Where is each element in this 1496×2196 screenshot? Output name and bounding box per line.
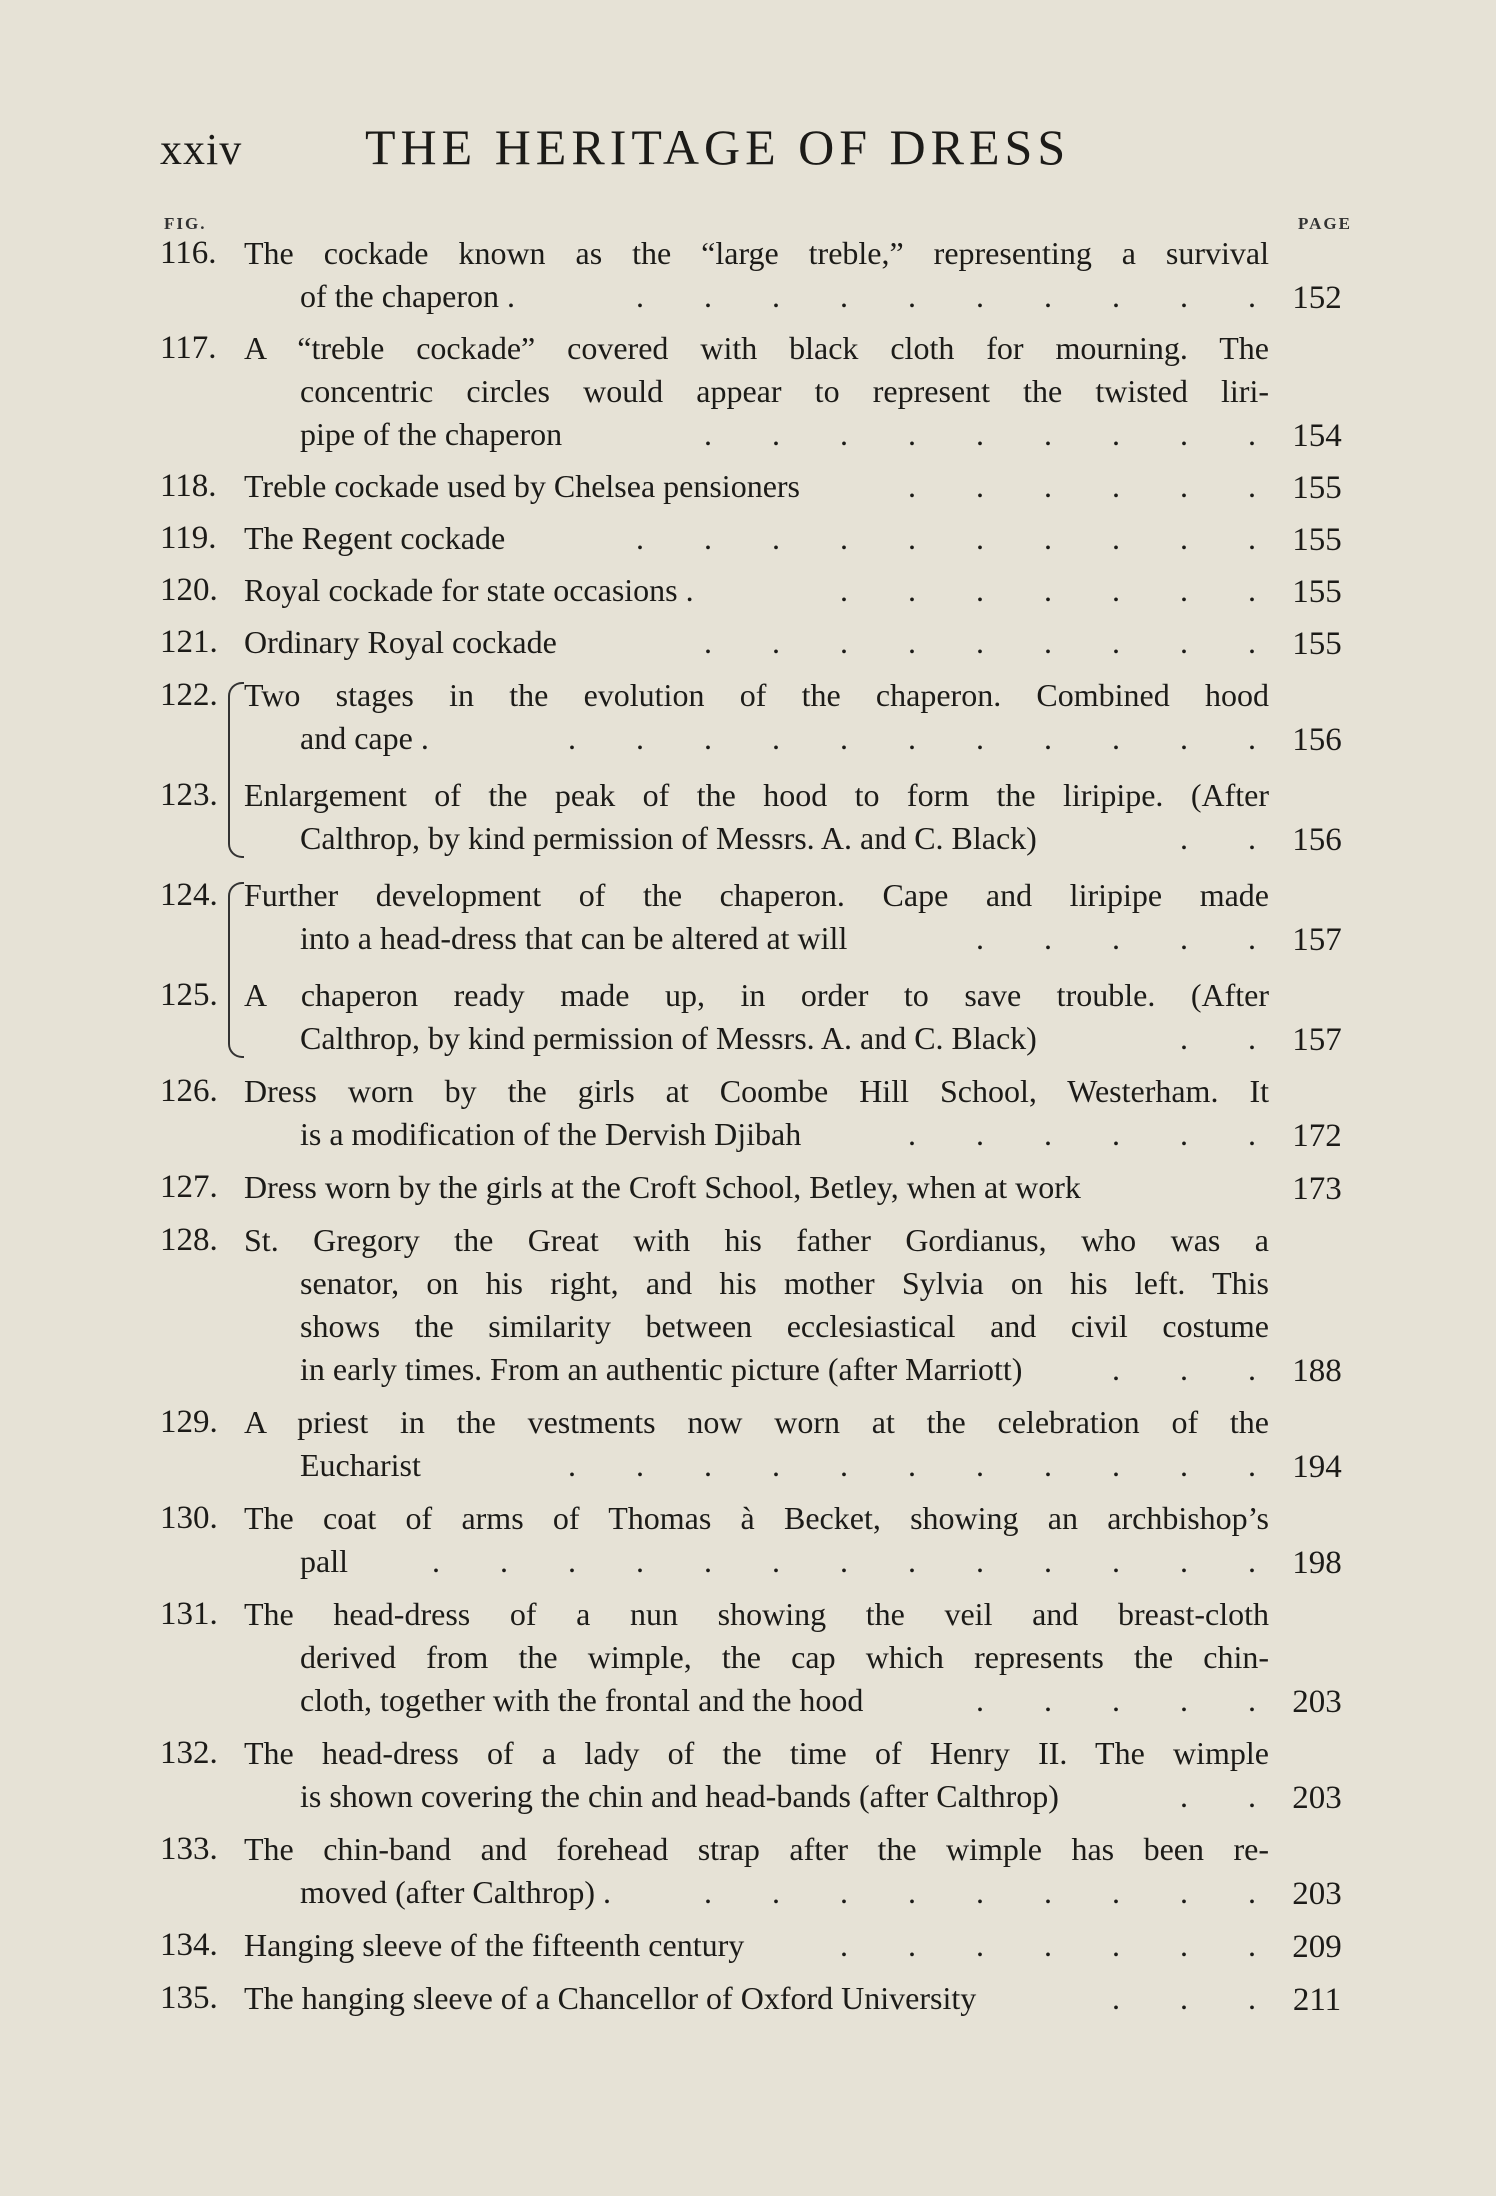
caption-line: Eucharist xyxy=(300,1447,421,1483)
leader-dot: . xyxy=(840,572,848,608)
figure-number: 132. xyxy=(160,1735,218,1771)
leader-dot: . xyxy=(704,278,712,314)
leader-dot: . xyxy=(1180,572,1188,608)
page-reference: 155 xyxy=(1292,470,1342,506)
leader-dot: . xyxy=(1112,278,1120,314)
leader-dot: . xyxy=(1180,1020,1188,1056)
figure-number: 135. xyxy=(160,1980,218,2016)
leader-dot: . xyxy=(1248,572,1256,608)
leader-dot: . xyxy=(1044,278,1052,314)
caption-line: The Regent cockade xyxy=(244,520,506,556)
figure-number: 130. xyxy=(160,1500,218,1536)
leader-dot: . xyxy=(772,1447,780,1483)
leader-dot: . xyxy=(908,278,916,314)
caption-line: St. Gregory the Great with his father Gordianus, who was a xyxy=(244,1222,1269,1258)
page-number: xxiv xyxy=(160,125,243,174)
leader-dot: . xyxy=(1044,624,1052,660)
leader-dot: . xyxy=(636,520,644,556)
caption-line: Dress worn by the girls at Coombe Hill School, Westerham. It xyxy=(244,1073,1269,1109)
leader-dots xyxy=(1079,1775,1256,1818)
page-reference: 194 xyxy=(1292,1449,1342,1485)
leader-dot: . xyxy=(704,1447,712,1483)
page-reference: 154 xyxy=(1292,418,1342,454)
leader-dot: . xyxy=(1112,1116,1120,1152)
caption-line: The head-dress of a lady of the time of Henry II. The wimple xyxy=(244,1735,1269,1771)
figure-number: 127. xyxy=(160,1169,218,1205)
caption-line: cloth, together with the frontal and the hood xyxy=(300,1682,864,1718)
leader-dot: . xyxy=(976,1927,984,1963)
caption-line: A priest in the vestments now worn at the celebration of the xyxy=(244,1404,1269,1440)
caption-line: pall xyxy=(300,1543,348,1579)
leader-dot: . xyxy=(704,1874,712,1910)
caption-line: and cape . xyxy=(300,720,429,756)
leader-dot: . xyxy=(1248,468,1256,504)
figure-number: 124. xyxy=(160,877,218,913)
leader-dot: . xyxy=(1248,1778,1256,1814)
caption-line: Ordinary Royal cockade xyxy=(244,624,557,660)
book-title: THE HERITAGE OF DRESS xyxy=(365,119,1071,175)
leader-dot: . xyxy=(1044,720,1052,756)
leader-dot: . xyxy=(976,416,984,452)
leader-dot: . xyxy=(976,1682,984,1718)
figure-number: 118. xyxy=(160,468,217,504)
caption-line: moved (after Calthrop) . xyxy=(300,1874,611,1910)
caption-line: Treble cockade used by Chelsea pensioners xyxy=(244,468,800,504)
caption-line: derived from the wimple, the cap which represents the chin- xyxy=(300,1639,1269,1675)
leader-dot: . xyxy=(772,1874,780,1910)
caption-line: The hanging sleeve of a Chancellor of Oxford University xyxy=(244,1980,977,2016)
leader-dot: . xyxy=(908,468,916,504)
caption-line: into a head-dress that can be altered at will xyxy=(300,920,848,956)
caption-line: is a modification of the Dervish Djibah xyxy=(300,1116,802,1152)
figure-number: 125. xyxy=(160,977,218,1013)
leader-dot: . xyxy=(1248,520,1256,556)
figure-number: 122. xyxy=(160,677,218,713)
leader-dot: . xyxy=(1112,1927,1120,1963)
leader-dot: . xyxy=(1044,416,1052,452)
leader-dot: . xyxy=(568,1447,576,1483)
leader-dots xyxy=(883,1679,1256,1722)
running-header xyxy=(160,118,1350,188)
figure-number: 116. xyxy=(160,235,217,271)
leader-dots xyxy=(996,1977,1256,2020)
page-reference: 198 xyxy=(1292,1545,1342,1581)
leader-dot: . xyxy=(1248,1116,1256,1152)
leader-dot: . xyxy=(1248,1927,1256,1963)
leader-dot: . xyxy=(840,624,848,660)
page-reference: 203 xyxy=(1292,1684,1342,1720)
leader-dot: . xyxy=(976,572,984,608)
leader-dot: . xyxy=(704,720,712,756)
caption-line: of the chaperon . xyxy=(300,278,516,314)
leader-dot: . xyxy=(976,468,984,504)
leader-dots xyxy=(525,517,1256,560)
leader-dot: . xyxy=(976,720,984,756)
leader-dot: . xyxy=(840,1874,848,1910)
leader-dot: . xyxy=(1112,1682,1120,1718)
leader-dot: . xyxy=(1112,624,1120,660)
leader-dot: . xyxy=(1112,720,1120,756)
leader-dot: . xyxy=(704,624,712,660)
leader-dot: . xyxy=(1112,1543,1120,1579)
leader-dot: . xyxy=(908,1447,916,1483)
page-reference: 157 xyxy=(1292,922,1342,958)
leader-dot: . xyxy=(1180,520,1188,556)
page-reference: 173 xyxy=(1292,1171,1342,1207)
caption-line: Dress worn by the girls at the Croft School, Betley, when at work xyxy=(244,1169,1081,1205)
page-reference: 156 xyxy=(1292,722,1342,758)
leader-dot: . xyxy=(1180,278,1188,314)
leader-dot: . xyxy=(704,416,712,452)
leader-dot: . xyxy=(1180,624,1188,660)
leader-dot: . xyxy=(1248,1447,1256,1483)
leader-dot: . xyxy=(908,1116,916,1152)
leader-dot: . xyxy=(976,1874,984,1910)
caption-line: shows the similarity between ecclesiastical and civil costume xyxy=(300,1308,1269,1344)
leader-dot: . xyxy=(1248,1980,1256,2016)
leader-dot: . xyxy=(1044,1874,1052,1910)
leader-dot: . xyxy=(840,278,848,314)
figure-number: 131. xyxy=(160,1596,218,1632)
figure-number: 128. xyxy=(160,1222,218,1258)
page-reference: 155 xyxy=(1292,626,1342,662)
page-reference: 172 xyxy=(1292,1118,1342,1154)
leader-dot: . xyxy=(1248,1543,1256,1579)
page-reference: 156 xyxy=(1292,822,1342,858)
caption-line: Royal cockade for state occasions . xyxy=(244,572,694,608)
leader-dot: . xyxy=(1180,1778,1188,1814)
figure-number: 126. xyxy=(160,1073,218,1109)
leader-dot: . xyxy=(1248,416,1256,452)
leader-dots xyxy=(714,569,1256,612)
caption-line: Hanging sleeve of the fifteenth century xyxy=(244,1927,745,1963)
leader-dots xyxy=(368,1540,1256,1583)
leader-dot: . xyxy=(976,520,984,556)
leader-dots xyxy=(441,1444,1256,1487)
caption-line: Enlargement of the peak of the hood to form the liripipe. (After xyxy=(244,777,1269,813)
leader-dot: . xyxy=(840,1447,848,1483)
fig-column-label: FIG. xyxy=(164,214,207,233)
leader-dot: . xyxy=(1180,468,1188,504)
leader-dot: . xyxy=(1248,920,1256,956)
figure-number: 119. xyxy=(160,520,217,556)
caption-line: Further development of the chaperon. Cape and liripipe made xyxy=(244,877,1269,913)
leader-dot: . xyxy=(568,720,576,756)
leader-dots xyxy=(1057,1017,1256,1060)
caption-line: Calthrop, by kind permission of Messrs. A. and C. Black) xyxy=(300,1020,1037,1056)
leader-dot: . xyxy=(1180,1980,1188,2016)
leader-dot: . xyxy=(1112,920,1120,956)
leader-dot: . xyxy=(908,1874,916,1910)
leader-dots xyxy=(867,917,1256,960)
leader-dot: . xyxy=(1112,1874,1120,1910)
leader-dots xyxy=(535,275,1256,318)
leader-dot: . xyxy=(976,278,984,314)
leader-dot: . xyxy=(1044,1116,1052,1152)
leader-dots xyxy=(582,413,1256,456)
leader-dot: . xyxy=(500,1543,508,1579)
leader-dot: . xyxy=(772,278,780,314)
leader-dot: . xyxy=(1044,468,1052,504)
caption-line: A “treble cockade” covered with black cloth for mourning. The xyxy=(244,330,1269,366)
leader-dot: . xyxy=(1180,1447,1188,1483)
leader-dots xyxy=(821,1113,1256,1156)
leader-dot: . xyxy=(840,1543,848,1579)
leader-dot: . xyxy=(976,624,984,660)
leader-dot: . xyxy=(908,624,916,660)
leader-dot: . xyxy=(636,1447,644,1483)
leader-dot: . xyxy=(1180,920,1188,956)
leader-dot: . xyxy=(1044,1682,1052,1718)
page-reference: 211 xyxy=(1292,1982,1342,2018)
caption-line: concentric circles would appear to represent the twisted liri- xyxy=(300,373,1269,409)
leader-dot: . xyxy=(772,416,780,452)
leader-dot: . xyxy=(908,520,916,556)
leader-dot: . xyxy=(908,1543,916,1579)
leader-dot: . xyxy=(1248,1351,1256,1387)
leader-dot: . xyxy=(772,1543,780,1579)
leader-dot: . xyxy=(1044,572,1052,608)
figure-number: 129. xyxy=(160,1404,218,1440)
caption-line: pipe of the chaperon xyxy=(300,416,563,452)
leader-dot: . xyxy=(1180,720,1188,756)
caption-line: The cockade known as the “large treble,” representing a survival xyxy=(244,235,1269,271)
leader-dot: . xyxy=(1044,920,1052,956)
figure-number: 134. xyxy=(160,1927,218,1963)
leader-dot: . xyxy=(1248,1874,1256,1910)
leader-dots xyxy=(577,621,1256,664)
figure-number: 133. xyxy=(160,1831,218,1867)
leader-dot: . xyxy=(772,624,780,660)
page-reference: 188 xyxy=(1292,1353,1342,1389)
leader-dot: . xyxy=(908,416,916,452)
leader-dot: . xyxy=(1180,820,1188,856)
grouping-brace xyxy=(228,882,244,1058)
leader-dot: . xyxy=(976,1543,984,1579)
leader-dot: . xyxy=(636,720,644,756)
leader-dots xyxy=(820,465,1256,508)
leader-dot: . xyxy=(908,572,916,608)
leader-dot: . xyxy=(1044,520,1052,556)
caption-line: senator, on his right, and his mother Sylvia on his left. This xyxy=(300,1265,1269,1301)
leader-dot: . xyxy=(1044,1543,1052,1579)
leader-dot: . xyxy=(1248,278,1256,314)
leader-dot: . xyxy=(976,1116,984,1152)
leader-dot: . xyxy=(1180,1351,1188,1387)
caption-line: A chaperon ready made up, in order to save trouble. (After xyxy=(244,977,1269,1013)
leader-dot: . xyxy=(772,520,780,556)
caption-line: Calthrop, by kind permission of Messrs. A. and C. Black) xyxy=(300,820,1037,856)
leader-dot: . xyxy=(976,920,984,956)
page-column-label: PAGE xyxy=(1298,214,1352,233)
leader-dots xyxy=(1057,817,1256,860)
leader-dot: . xyxy=(1248,1020,1256,1056)
leader-dot: . xyxy=(840,1927,848,1963)
leader-dot: . xyxy=(976,1447,984,1483)
page-reference: 152 xyxy=(1292,280,1342,316)
caption-line: The head-dress of a nun showing the veil and breast-cloth xyxy=(244,1596,1269,1632)
figure-number: 123. xyxy=(160,777,218,813)
leader-dot: . xyxy=(432,1543,440,1579)
leader-dot: . xyxy=(1112,1447,1120,1483)
leader-dot: . xyxy=(1180,1543,1188,1579)
leader-dot: . xyxy=(840,720,848,756)
leader-dot: . xyxy=(840,416,848,452)
leader-dot: . xyxy=(1112,1980,1120,2016)
leader-dot: . xyxy=(1248,624,1256,660)
leader-dots xyxy=(631,1871,1256,1914)
leader-dot: . xyxy=(1180,1682,1188,1718)
leader-dot: . xyxy=(1180,1116,1188,1152)
leader-dot: . xyxy=(1248,820,1256,856)
leader-dot: . xyxy=(908,1927,916,1963)
page-reference: 155 xyxy=(1292,522,1342,558)
page-reference: 155 xyxy=(1292,574,1342,610)
page-reference: 157 xyxy=(1292,1022,1342,1058)
leader-dot: . xyxy=(1248,720,1256,756)
figure-number: 117. xyxy=(160,330,217,366)
leader-dot: . xyxy=(636,1543,644,1579)
leader-dot: . xyxy=(1180,1927,1188,1963)
leader-dot: . xyxy=(1112,468,1120,504)
caption-line: in early times. From an authentic picture (after Marriott) xyxy=(300,1351,1023,1387)
page-reference: 209 xyxy=(1292,1929,1342,1965)
leader-dot: . xyxy=(1180,416,1188,452)
leader-dot: . xyxy=(1044,1447,1052,1483)
figure-number: 120. xyxy=(160,572,218,608)
leader-dot: . xyxy=(1112,1351,1120,1387)
leader-dot: . xyxy=(1112,520,1120,556)
caption-line: is shown covering the chin and head-bands (after Calthrop) xyxy=(300,1778,1059,1814)
leader-dot: . xyxy=(1112,572,1120,608)
caption-line: The coat of arms of Thomas à Becket, showing an archbishop’s xyxy=(244,1500,1269,1536)
grouping-brace xyxy=(228,682,244,858)
leader-dot: . xyxy=(1044,1927,1052,1963)
caption-line: Two stages in the evolution of the chaperon. Combined hood xyxy=(244,677,1269,713)
leader-dot: . xyxy=(1112,416,1120,452)
leader-dot: . xyxy=(840,520,848,556)
leader-dot: . xyxy=(568,1543,576,1579)
page-reference: 203 xyxy=(1292,1876,1342,1912)
leader-dot: . xyxy=(908,720,916,756)
figure-number: 121. xyxy=(160,624,218,660)
leader-dots xyxy=(764,1924,1256,1967)
leader-dot: . xyxy=(1180,1874,1188,1910)
leader-dot: . xyxy=(772,720,780,756)
leader-dot: . xyxy=(636,278,644,314)
leader-dots xyxy=(449,717,1256,760)
leader-dot: . xyxy=(704,520,712,556)
leader-dots xyxy=(1042,1348,1256,1391)
leader-dot: . xyxy=(1248,1682,1256,1718)
caption-line: The chin-band and forehead strap after the wimple has been re- xyxy=(244,1831,1269,1867)
leader-dot: . xyxy=(704,1543,712,1579)
page-reference: 203 xyxy=(1292,1780,1342,1816)
